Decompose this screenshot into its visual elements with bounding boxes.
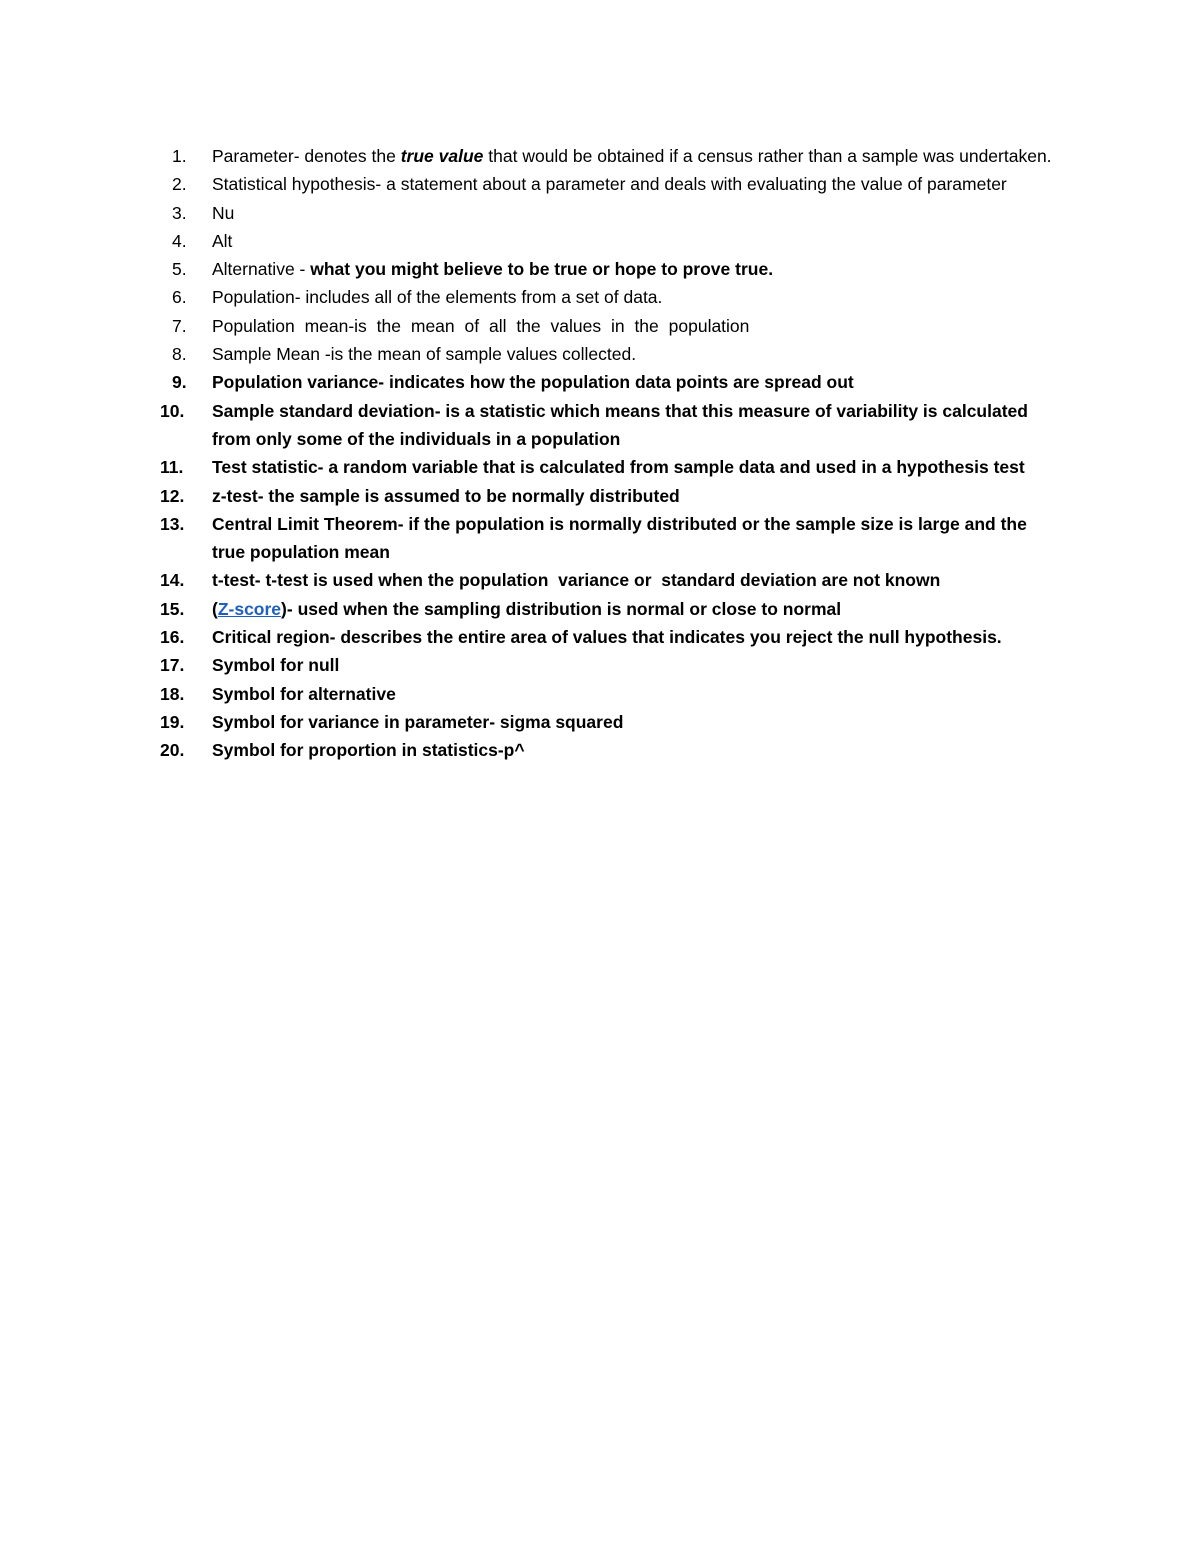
list-item [160,283,1060,311]
list-item [160,482,1060,510]
item-text: Central Limit Theorem- if the population is normally distributed or the sample size is large and the true population mean [212,513,1027,563]
item-text: Parameter- denotes the [212,146,401,166]
list-item [160,736,1060,764]
list-item [160,510,1060,567]
list-number: 16. [160,627,185,648]
list-number: 6. [172,287,187,308]
list-item [160,623,1060,651]
item-text: Alt [212,230,233,251]
item-text: )- used when the sampling distribution is normal or close to normal [281,598,842,619]
list-number: 18. [160,683,185,704]
list-item [160,566,1060,594]
list-item [160,680,1060,708]
list-item [160,142,1060,170]
list-number: 12. [160,485,185,506]
list-number: 7. [172,315,187,336]
z-score-link[interactable]: Z-score [217,598,282,619]
item-text: z-test- the sample is assumed to be normally distributed [212,485,680,506]
list-number: 1. [172,146,187,166]
list-number: 9. [172,372,187,393]
list-number: 8. [172,344,187,365]
item-text: that would be obtained if a census rather than a sample was undertaken. [483,146,1052,166]
list-item [160,651,1060,679]
list-item [160,170,1060,198]
item-text: Population mean-is the mean of all the values in the population [212,315,750,336]
list-item [160,340,1060,368]
item-text: Population variance- indicates how the population data points are spread out [212,372,854,393]
list-number: 3. [172,202,187,223]
list-number: 2. [172,174,187,195]
item-text: Symbol for proportion in statistics-p^ [212,740,525,761]
item-text: Test statistic- a random variable that is calculated from sample data and used in a hypothesis test [212,457,1025,478]
item-text: Symbol for alternative [212,683,396,704]
item-text: Critical region- describes the entire area of values that indicates you reject the null hypothesis. [212,627,1002,648]
item-text: t-test- t-test is used when the population variance or standard deviation are not known [212,570,941,591]
list-item [160,708,1060,736]
list-number: 15. [160,598,185,619]
list-number: 13. [160,513,185,534]
list-item [160,453,1060,481]
item-text: Sample Mean -is the mean of sample values collected. [212,344,637,365]
list-number: 14. [160,570,185,591]
list-number: 5. [172,259,187,280]
list-item [160,397,1060,454]
list-number: 11. [160,457,184,478]
list-item [160,255,1060,283]
list-number: 17. [160,655,185,676]
item-text: ( [212,598,218,619]
list-number: 4. [172,230,187,251]
list-number: 20. [160,740,185,761]
list-number: 19. [160,711,185,732]
item-text: Symbol for variance in parameter- sigma squared [212,711,624,732]
list-item [160,312,1060,340]
list-item [160,368,1060,396]
item-text: Nu [212,202,235,223]
item-text: Population- includes all of the elements from a set of data. [212,287,663,308]
item-text: Symbol for null [212,655,340,676]
item-bold-text: what you might believe to be true or hope to prove true. [310,259,774,280]
list-item [160,199,1060,227]
item-emphasis: true value [400,146,484,166]
item-text: Statistical hypothesis- a statement about a parameter and deals with evaluating the value of parameter [212,174,1007,195]
list-item [160,595,1060,623]
list-number: 10. [160,400,185,421]
item-text: Alternative - [212,259,311,280]
list-item [160,227,1060,255]
item-text: Sample standard deviation- is a statistic which means that this measure of variability is calculated from only some of the individuals in a population [212,400,1028,449]
definitions-list [160,142,1060,765]
